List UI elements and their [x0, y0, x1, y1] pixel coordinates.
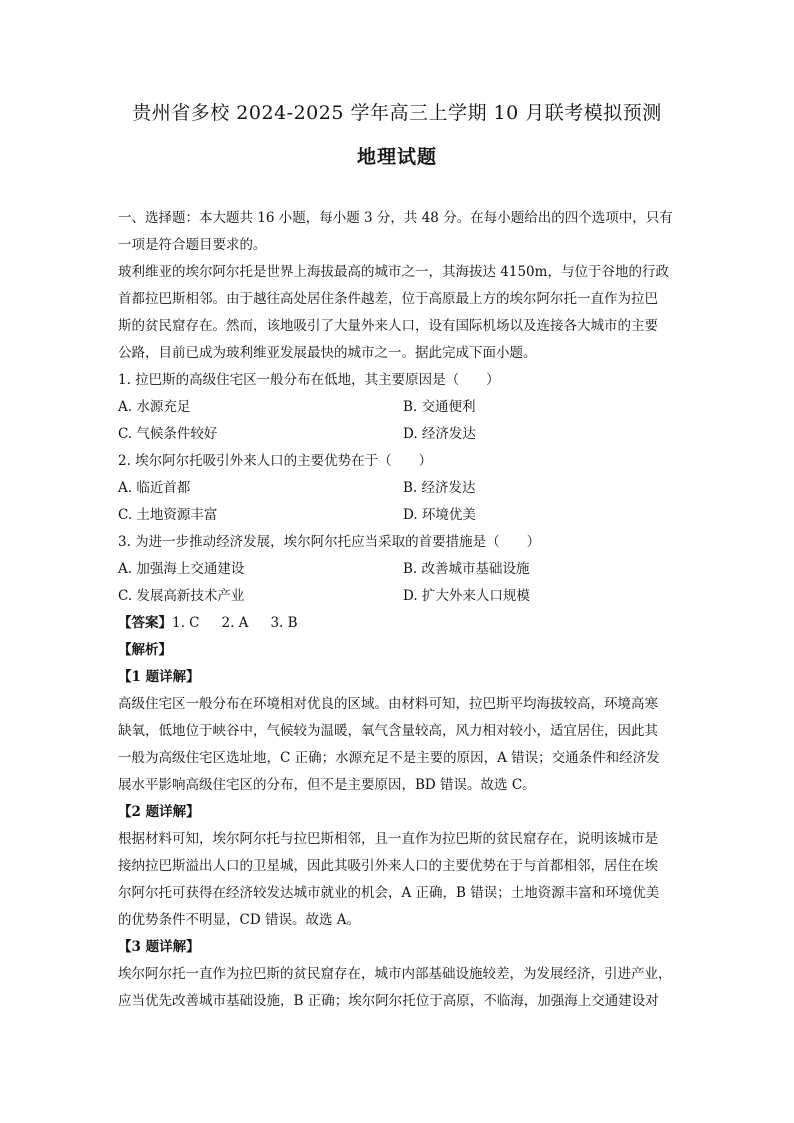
option-c: C. 气候条件较好 — [118, 426, 218, 442]
option-a: A. 水源充足 — [118, 399, 191, 415]
detail-line: 接纳拉巴斯溢出人口的卫星城，因此其吸引外来人口的主要优势在于与首都相邻，居住在埃 — [118, 858, 658, 874]
option-row — [118, 583, 678, 610]
answer-item: 3. B — [270, 615, 298, 631]
detail-line: 的优势条件不明显，CD 错误。故选 A。 — [118, 912, 360, 928]
option-d: D. 扩大外来人口规模 — [403, 588, 530, 604]
option-row — [118, 421, 678, 448]
document-body — [118, 205, 678, 1015]
detail-line: 展水平影响高级住宅区的分布，但不是主要原因，BD 错误。故选 C。 — [118, 777, 536, 793]
option-b: B. 经济发达 — [403, 480, 476, 496]
detail-line: 应当优先改善城市基础设施，B 正确；埃尔阿尔托位于高原，不临海，加强海上交通建设对 — [118, 993, 659, 1009]
material-line: 公路，目前已成为玻利维亚发展最快的城市之一。据此完成下面小题。 — [118, 345, 537, 361]
option-d: D. 环境优美 — [403, 507, 476, 523]
detail-heading: 【3 题详解】 — [118, 939, 200, 955]
option-c: C. 土地资源丰富 — [118, 507, 218, 523]
option-b: B. 改善城市基础设施 — [403, 561, 530, 577]
section-intro-line: 一、选择题：本大题共 16 小题，每小题 3 分，共 48 分。在每小题给出的四个选项中，只有 — [118, 210, 673, 226]
detail-line: 缺氧，低地位于峡谷中，气候较为温暖，氧气含量较高，风力相对较小，适宜居住，因此其 — [118, 723, 658, 739]
detail-line: 尔阿尔托可获得在经济较发达城市就业的机会，A 正确，B 错误；土地资源丰富和环境优美 — [118, 885, 660, 901]
option-b: B. 交通便利 — [403, 399, 476, 415]
material-line: 玻利维亚的埃尔阿尔托是世界上海拔最高的城市之一，其海拔达 4150m，与位于谷地的行政 — [118, 264, 669, 280]
answer-item: 2. A — [221, 615, 249, 631]
option-row — [118, 394, 678, 421]
option-row — [118, 502, 678, 529]
option-a: A. 加强海上交通建设 — [118, 561, 245, 577]
material-line: 首都拉巴斯相邻。由于越往高处居住条件越差，位于高原最上方的埃尔阿尔托一直作为拉巴 — [118, 291, 658, 307]
question-stem: 3. 为进一步推动经济发展，埃尔阿尔托应当采取的首要措施是（ ） — [118, 534, 541, 550]
document-title: 贵州省多校 2024-2025 学年高三上学期 10 月联考模拟预测 — [132, 102, 662, 124]
question-stem: 2. 埃尔阿尔托吸引外来人口的主要优势在于（ ） — [118, 453, 433, 469]
detail-line: 埃尔阿尔托一直作为拉巴斯的贫民窟存在，城市内部基础设施较差，为发展经济，引进产业， — [118, 966, 672, 982]
material-line: 斯的贫民窟存在。然而，该地吸引了大量外来人口，设有国际机场以及连接各大城市的主要 — [118, 318, 658, 334]
option-a: A. 临近首都 — [118, 480, 191, 496]
answer-item: 1. C — [172, 615, 200, 631]
detail-line: 根据材料可知，埃尔阿尔托与拉巴斯相邻，且一直作为拉巴斯的贫民窟存在，说明该城市是 — [118, 831, 658, 847]
question-stem: 1. 拉巴斯的高级住宅区一般分布在低地，其主要原因是（ ） — [118, 372, 500, 388]
section-intro-line: 一项是符合题目要求的。 — [118, 237, 267, 253]
analysis-label: 【解析】 — [118, 642, 172, 658]
document-subtitle: 地理试题 — [356, 146, 437, 168]
option-d: D. 经济发达 — [403, 426, 476, 442]
detail-line: 一般为高级住宅区选址地，C 正确；水源充足不是主要的原因，A 错误；交通条件和经济发 — [118, 750, 660, 766]
option-row — [118, 556, 678, 583]
detail-heading: 【1 题详解】 — [118, 669, 200, 685]
answer-label: 【答案】 — [118, 615, 172, 631]
option-c: C. 发展高新技术产业 — [118, 588, 245, 604]
option-row — [118, 475, 678, 502]
detail-heading: 【2 题详解】 — [118, 804, 200, 820]
answer-line — [118, 610, 678, 637]
detail-line: 高级住宅区一般分布在环境相对优良的区域。由材料可知，拉巴斯平均海拔较高，环境高寒 — [118, 696, 658, 712]
